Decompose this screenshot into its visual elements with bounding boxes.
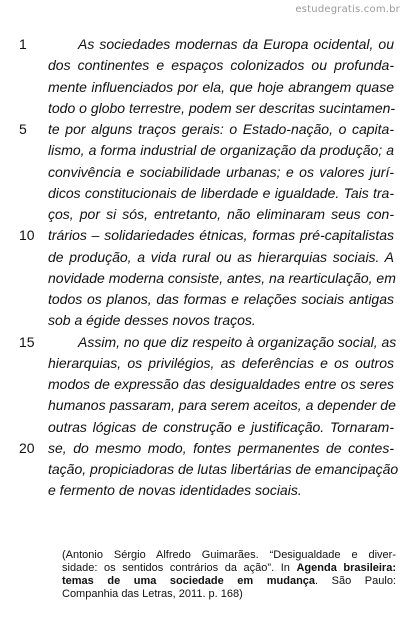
line-text: dos continentes e espaços colonizados ou profunda- [48,57,394,74]
line-number: 1 [19,36,27,52]
text-line [0,247,410,268]
line-text: todo o globo terrestre, podem ser descritas sucintamen- [48,99,396,116]
text-line [0,119,410,140]
line-text: humanos passaram, para serem aceitos, a depender de [48,397,396,414]
citation-text: . São Paulo: [315,575,396,587]
text-line [0,374,410,395]
text-line [0,55,410,76]
line-text: hierarquias, os privilégios, as deferências e os outros [48,354,394,371]
citation-line [62,575,396,588]
citation-line [62,562,396,575]
line-text: ços, por si sós, entretanto, não eliminaram seus con- [48,206,394,222]
line-text: convivência e sociabilidade urbanas; e os valores jurí- [48,163,394,180]
text-line [0,268,410,289]
text-line [0,459,410,480]
line-number: 20 [19,439,35,456]
line-text: e fermento de novas identidades sociais. [48,482,302,499]
text-line [0,162,410,183]
line-text: Assim, no que diz respeito à organização social, as [78,333,397,350]
text-line [0,140,410,161]
line-text: mente influenciados por ela, que hoje abrangem quase [48,78,394,95]
line-number: 15 [19,333,35,350]
line-text: te por alguns traços gerais: o Estado-nação, o capita- [48,121,394,137]
line-text: lismo, a forma industrial de organização da produção; a [48,142,394,159]
line-text: novidade moderna consiste, antes, na rearticulação, em [48,269,396,286]
passage-text [0,34,410,502]
text-line [0,183,410,204]
line-text: modos de expressão das desigualdades entre os seres [48,376,394,392]
text-line [0,289,410,310]
book-subtitle: temas de uma sociedade em mudança [62,575,316,587]
source-citation [62,549,396,601]
text-line [0,417,410,438]
text-line [0,332,410,353]
line-number: 10 [19,227,35,244]
text-line [0,225,410,246]
text-line [0,395,410,416]
book-title: Agenda brasileira: [296,562,396,574]
text-line [0,34,410,55]
citation-text: sidade: os sentidos contrários da ação”. In [62,562,297,574]
text-line [0,204,410,225]
line-text: tação, propiciadoras de lutas libertárias de emancipação [48,461,399,477]
citation-line: Companhia das Letras, 2011. p. 168) [62,588,243,600]
text-line [0,353,410,374]
citation-line: (Antonio Sérgio Alfredo Guimarães. “Desigualdade e diver- [62,549,396,561]
line-text: de produção, a vida rural ou as hierarquias sociais. A [48,248,394,265]
text-line [0,77,410,98]
line-text: sob a égide desses novos traços. [48,312,256,329]
text-line [0,438,410,459]
text-line [0,310,410,331]
line-text: trários – solidariedades étnicas, formas pré-capitalistas [48,227,394,244]
text-line [0,480,410,501]
site-watermark: estudegratis.com.br [295,4,400,15]
line-text: todos os planos, das formas e relações sociais antigas [48,291,394,307]
line-text: se, do mesmo modo, fontes permanentes de contes- [48,439,394,456]
line-text: As sociedades modernas da Europa ocidental, ou [78,36,394,52]
line-number: 5 [19,121,27,137]
text-line [0,98,410,119]
line-text: outras lógicas de construção e justificação. Tornaram- [48,418,394,435]
line-text: dicos constitucionais de liberdade e igualdade. Tais tra- [48,184,394,201]
